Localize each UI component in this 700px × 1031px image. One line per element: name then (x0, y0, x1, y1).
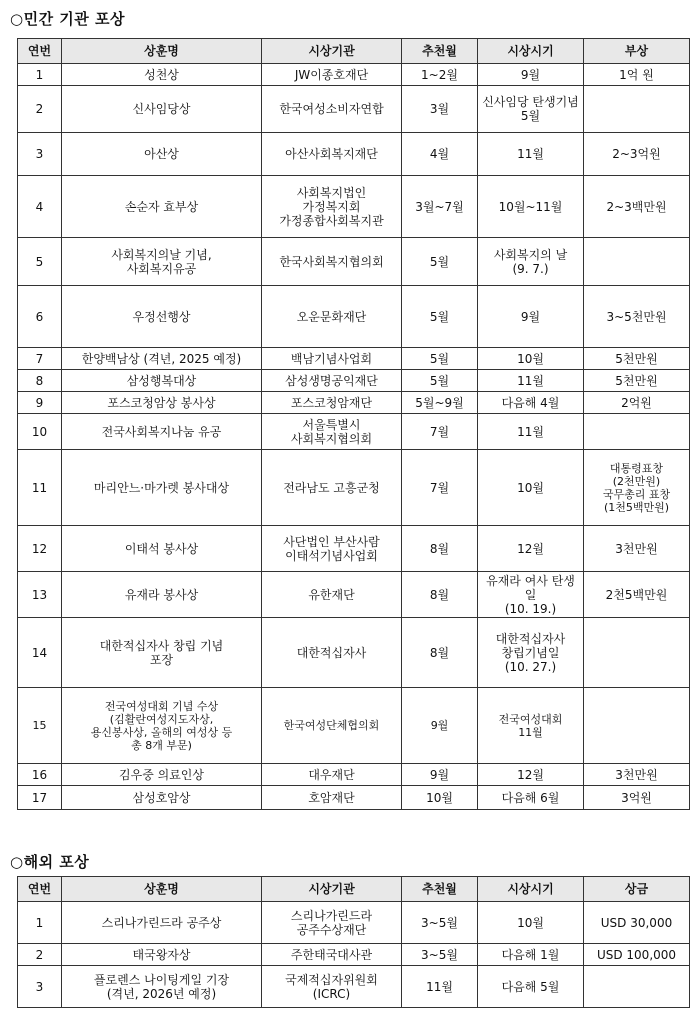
cell-organization: 삼성생명공익재단 (262, 370, 402, 392)
table-row (18, 450, 690, 526)
cell-ceremony-time: 10월 (478, 902, 584, 944)
cell-organization: 한국여성소비자연합 (262, 86, 402, 133)
table-row (18, 944, 690, 966)
cell-recommend-month: 11월 (402, 966, 478, 1008)
cell-no: 11 (18, 450, 62, 526)
cell-no: 6 (18, 286, 62, 348)
cell-prize (584, 688, 690, 764)
cell-award-name: 전국사회복지나눔 유공 (62, 414, 262, 450)
cell-award-name: 성천상 (62, 64, 262, 86)
cell-ceremony-time: 10월 (478, 348, 584, 370)
cell-ceremony-time: 9월 (478, 286, 584, 348)
cell-ceremony-time: 대한적십자사 창립기념일 (10. 27.) (478, 618, 584, 688)
cell-recommend-month: 5월 (402, 286, 478, 348)
table-row (18, 238, 690, 286)
cell-organization: 주한태국대사관 (262, 944, 402, 966)
cell-no: 12 (18, 526, 62, 572)
cell-organization: 아산사회복지재단 (262, 133, 402, 176)
table-row (18, 618, 690, 688)
cell-prize (584, 618, 690, 688)
cell-recommend-month: 1~2월 (402, 64, 478, 86)
cell-organization: 오운문화재단 (262, 286, 402, 348)
cell-award-name: 대한적십자사 창립 기념 포장 (62, 618, 262, 688)
cell-ceremony-time: 유재라 여사 탄생일 (10. 19.) (478, 572, 584, 618)
header-recommend-month: 추천월 (402, 39, 478, 64)
cell-organization: 서울특별시 사회복지협의회 (262, 414, 402, 450)
cell-recommend-month: 7월 (402, 450, 478, 526)
cell-recommend-month: 5월 (402, 370, 478, 392)
table-row (18, 133, 690, 176)
cell-no: 8 (18, 370, 62, 392)
cell-prize: USD 100,000 (584, 944, 690, 966)
overseas-awards-table (17, 876, 690, 1008)
header-award-name: 상훈명 (62, 877, 262, 902)
cell-award-name: 플로렌스 나이팅게일 기장 (격년, 2026년 예정) (62, 966, 262, 1008)
cell-ceremony-time: 11월 (478, 133, 584, 176)
domestic-awards-table (17, 38, 690, 810)
cell-award-name: 신사임당상 (62, 86, 262, 133)
cell-organization: 백남기념사업회 (262, 348, 402, 370)
cell-recommend-month: 10월 (402, 786, 478, 810)
cell-award-name: 아산상 (62, 133, 262, 176)
domestic-section-title: ○민간 기관 포상 (10, 10, 125, 28)
cell-no: 1 (18, 902, 62, 944)
cell-organization: 사회복지법인 가정복지회 가정종합사회복지관 (262, 176, 402, 238)
cell-award-name: 한양백남상 (격년, 2025 예정) (62, 348, 262, 370)
cell-award-name: 전국여성대회 기념 수상 (김활란여성지도자상, 용신봉사상, 올해의 여성상 등 총 8개 부문) (62, 688, 262, 764)
cell-recommend-month: 3월~7월 (402, 176, 478, 238)
cell-award-name: 스리나가린드라 공주상 (62, 902, 262, 944)
cell-prize: 2~3백만원 (584, 176, 690, 238)
cell-ceremony-time: 다음해 5월 (478, 966, 584, 1008)
cell-ceremony-time: 10월~11월 (478, 176, 584, 238)
header-award-name: 상훈명 (62, 39, 262, 64)
header-prize: 부상 (584, 39, 690, 64)
cell-no: 2 (18, 86, 62, 133)
cell-award-name: 김우중 의료인상 (62, 764, 262, 786)
cell-award-name: 우정선행상 (62, 286, 262, 348)
cell-ceremony-time: 다음해 6월 (478, 786, 584, 810)
cell-prize: 5천만원 (584, 370, 690, 392)
header-organization: 시상기관 (262, 877, 402, 902)
cell-no: 1 (18, 64, 62, 86)
table-header-row (18, 877, 690, 902)
table-row (18, 414, 690, 450)
cell-ceremony-time: 10월 (478, 450, 584, 526)
table-row (18, 86, 690, 133)
cell-prize (584, 238, 690, 286)
cell-organization: 유한재단 (262, 572, 402, 618)
cell-recommend-month: 5월 (402, 348, 478, 370)
cell-ceremony-time: 신사임당 탄생기념 5월 (478, 86, 584, 133)
cell-prize: 3억원 (584, 786, 690, 810)
cell-no: 16 (18, 764, 62, 786)
cell-recommend-month: 3~5월 (402, 944, 478, 966)
cell-award-name: 삼성행복대상 (62, 370, 262, 392)
cell-no: 5 (18, 238, 62, 286)
cell-prize: 2억원 (584, 392, 690, 414)
table-row (18, 370, 690, 392)
cell-award-name: 마리안느·마가렛 봉사대상 (62, 450, 262, 526)
cell-recommend-month: 3~5월 (402, 902, 478, 944)
cell-award-name: 포스코청암상 봉사상 (62, 392, 262, 414)
cell-organization: 스리나가린드라 공주수상재단 (262, 902, 402, 944)
cell-recommend-month: 8월 (402, 618, 478, 688)
cell-recommend-month: 7월 (402, 414, 478, 450)
cell-award-name: 유재라 봉사상 (62, 572, 262, 618)
header-no: 연번 (18, 39, 62, 64)
cell-prize (584, 966, 690, 1008)
cell-award-name: 손순자 효부상 (62, 176, 262, 238)
cell-recommend-month: 9월 (402, 688, 478, 764)
cell-organization: 포스코청암재단 (262, 392, 402, 414)
cell-no: 2 (18, 944, 62, 966)
cell-award-name: 삼성호암상 (62, 786, 262, 810)
cell-prize: 2천5백만원 (584, 572, 690, 618)
cell-recommend-month: 5월 (402, 238, 478, 286)
cell-organization: 대한적십자사 (262, 618, 402, 688)
cell-recommend-month: 4월 (402, 133, 478, 176)
cell-prize (584, 414, 690, 450)
cell-no: 7 (18, 348, 62, 370)
table-row (18, 286, 690, 348)
header-recommend-month: 추천월 (402, 877, 478, 902)
cell-recommend-month: 8월 (402, 572, 478, 618)
cell-prize: 3천만원 (584, 526, 690, 572)
cell-prize: 3천만원 (584, 764, 690, 786)
cell-prize (584, 86, 690, 133)
cell-recommend-month: 3월 (402, 86, 478, 133)
header-ceremony-time: 시상시기 (478, 39, 584, 64)
cell-ceremony-time: 11월 (478, 370, 584, 392)
cell-award-name: 태국왕자상 (62, 944, 262, 966)
table-row (18, 966, 690, 1008)
cell-organization: 대우재단 (262, 764, 402, 786)
cell-no: 15 (18, 688, 62, 764)
cell-no: 13 (18, 572, 62, 618)
table-header-row (18, 39, 690, 64)
cell-prize: 3~5천만원 (584, 286, 690, 348)
cell-ceremony-time: 다음해 4월 (478, 392, 584, 414)
cell-recommend-month: 5월~9월 (402, 392, 478, 414)
cell-ceremony-time: 9월 (478, 64, 584, 86)
table-row (18, 572, 690, 618)
cell-no: 14 (18, 618, 62, 688)
table-row (18, 786, 690, 810)
table-row (18, 348, 690, 370)
cell-recommend-month: 9월 (402, 764, 478, 786)
cell-organization: JW이종호재단 (262, 64, 402, 86)
cell-organization: 한국여성단체협의회 (262, 688, 402, 764)
table-row (18, 392, 690, 414)
cell-no: 10 (18, 414, 62, 450)
cell-ceremony-time: 12월 (478, 526, 584, 572)
cell-recommend-month: 8월 (402, 526, 478, 572)
cell-organization: 한국사회복지협의회 (262, 238, 402, 286)
header-organization: 시상기관 (262, 39, 402, 64)
table-row (18, 764, 690, 786)
cell-ceremony-time: 다음해 1월 (478, 944, 584, 966)
cell-prize: 5천만원 (584, 348, 690, 370)
table-row (18, 688, 690, 764)
table-row (18, 902, 690, 944)
cell-organization: 호암재단 (262, 786, 402, 810)
cell-award-name: 이태석 봉사상 (62, 526, 262, 572)
cell-ceremony-time: 11월 (478, 414, 584, 450)
cell-prize: 2~3억원 (584, 133, 690, 176)
cell-organization: 사단법인 부산사람 이태석기념사업회 (262, 526, 402, 572)
cell-ceremony-time: 사회복지의 날 (9. 7.) (478, 238, 584, 286)
cell-ceremony-time: 12월 (478, 764, 584, 786)
header-no: 연번 (18, 877, 62, 902)
cell-no: 3 (18, 133, 62, 176)
cell-prize: 1억 원 (584, 64, 690, 86)
header-ceremony-time: 시상시기 (478, 877, 584, 902)
cell-award-name: 사회복지의날 기념, 사회복지유공 (62, 238, 262, 286)
table-row (18, 526, 690, 572)
cell-no: 4 (18, 176, 62, 238)
table-row (18, 176, 690, 238)
overseas-section-title: ○해외 포상 (10, 853, 90, 871)
cell-no: 9 (18, 392, 62, 414)
cell-no: 17 (18, 786, 62, 810)
cell-prize: 대통령표창 (2천만원) 국무총리 표창 (1천5백만원) (584, 450, 690, 526)
cell-organization: 전라남도 고흥군청 (262, 450, 402, 526)
table-row (18, 64, 690, 86)
cell-ceremony-time: 전국여성대회 11월 (478, 688, 584, 764)
cell-organization: 국제적십자위원회 (ICRC) (262, 966, 402, 1008)
cell-prize: USD 30,000 (584, 902, 690, 944)
header-prize: 상금 (584, 877, 690, 902)
cell-no: 3 (18, 966, 62, 1008)
